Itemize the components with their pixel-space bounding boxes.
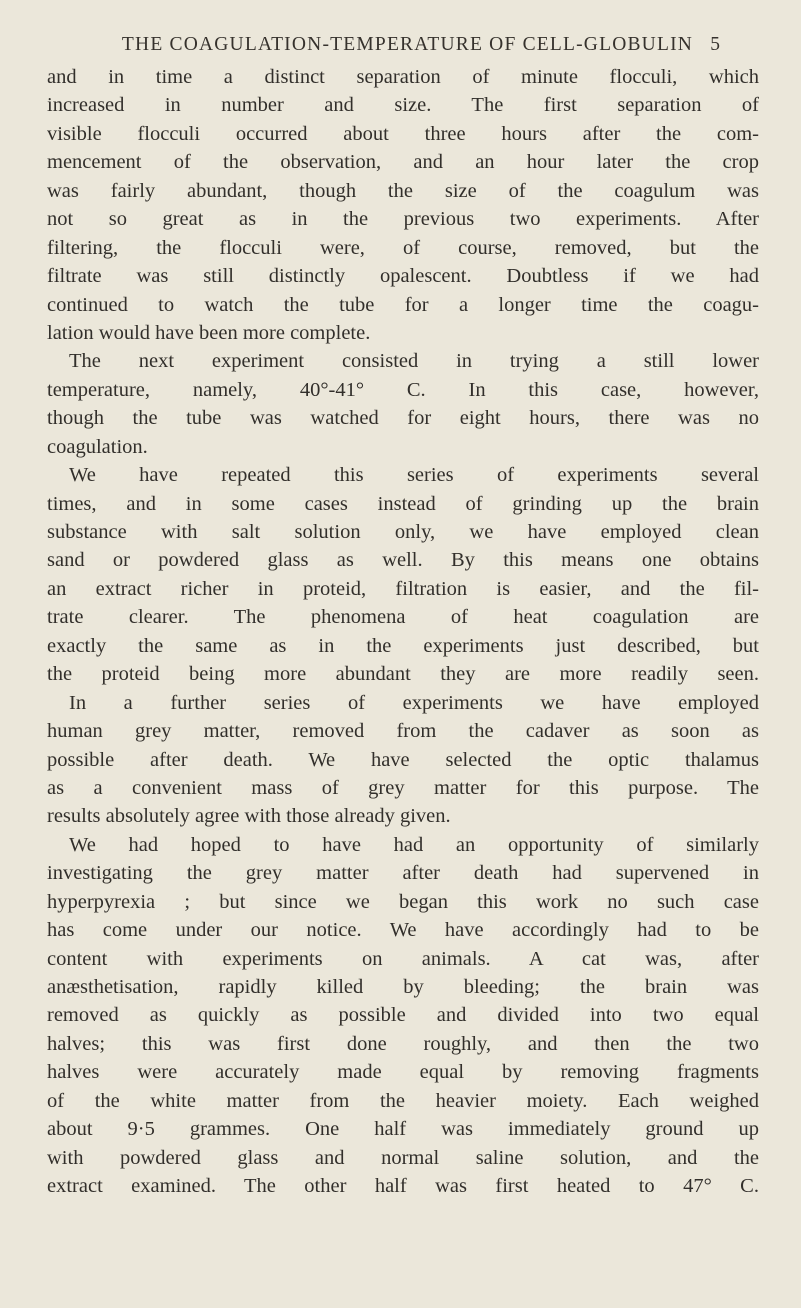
text-line: and in time a distinct separation of minute flocculi, which [47,66,759,88]
text-line: was fairly abundant, though the size of the coagulum was [47,179,759,202]
text-line: coagulation. [47,435,148,458]
text-line: has come under our notice. We have accordingly had to be [47,919,759,942]
text-line: filtering, the flocculi were, of course, removed, but the [47,236,759,259]
text-line: anæsthetisation, rapidly killed by bleeding; the brain was [47,976,759,998]
text-line: human grey matter, removed from the cadaver as soon as [47,720,759,743]
body-text [47,63,759,1201]
text-line: times, and in some cases instead of grinding up the brain [47,492,759,515]
text-line: results absolutely agree with those already given. [47,805,451,828]
text-line: as a convenient mass of grey matter for this purpose. The [47,776,759,799]
text-line: We have repeated this series of experiments several [69,464,759,487]
text-line: possible after death. We have selected the optic thalamus [47,748,759,771]
text-line: substance with salt solution only, we have employed clean [47,521,759,543]
text-line: trate clearer. The phenomena of heat coagulation are [47,606,759,629]
text-line: sand or powdered glass as well. By this means one obtains [47,549,759,572]
text-line: exactly the same as in the experiments just described, but [47,634,759,657]
text-line: removed as quickly as possible and divided into two equal [47,1004,759,1027]
text-line: The next experiment consisted in trying a still lower [69,350,759,373]
page-number: 5 [710,34,720,55]
text-line: though the tube was watched for eight hours, there was no [47,407,759,430]
text-line: an extract richer in proteid, filtration is easier, and the fil- [47,577,759,600]
running-head-title: THE COAGULATION-TEMPERATURE OF CELL-GLOBULIN [121,34,694,55]
text-line: extract examined. The other half was first heated to 47° C. [47,1175,759,1198]
text-line: content with experiments on animals. A cat was, after [47,947,759,970]
text-line: halves were accurately made equal by removing fragments [47,1061,759,1084]
running-head [95,34,720,60]
text-line: continued to watch the tube for a longer time the coagu- [47,293,759,316]
text-line: with powdered glass and normal saline solution, and the [47,1146,759,1169]
text-line: the proteid being more abundant they are more readily seen. [47,663,759,686]
text-line: temperature, namely, 40°-41° C. In this case, however, [47,378,759,401]
text-line: increased in number and size. The first separation of [47,94,759,117]
text-line: filtrate was still distinctly opalescent. Doubtless if we had [47,265,759,288]
text-line: halves; this was first done roughly, and then the two [47,1032,759,1055]
text-line: In a further series of experiments we have employed [69,691,759,714]
text-line: mencement of the observation, and an hour later the crop [47,151,759,174]
text-line: hyperpyrexia ; but since we began this work no such case [47,890,759,913]
text-line: We had hoped to have had an opportunity of similarly [69,833,759,856]
text-line: lation would have been more complete. [47,321,371,344]
text-line: visible flocculi occurred about three hours after the com- [47,122,759,145]
text-line: of the white matter from the heavier moiety. Each weighed [47,1089,759,1112]
text-line: not so great as in the previous two experiments. After [47,208,759,231]
text-line: about 9·5 grammes. One half was immediately ground up [47,1118,759,1141]
text-line: investigating the grey matter after death had supervened in [47,862,759,885]
